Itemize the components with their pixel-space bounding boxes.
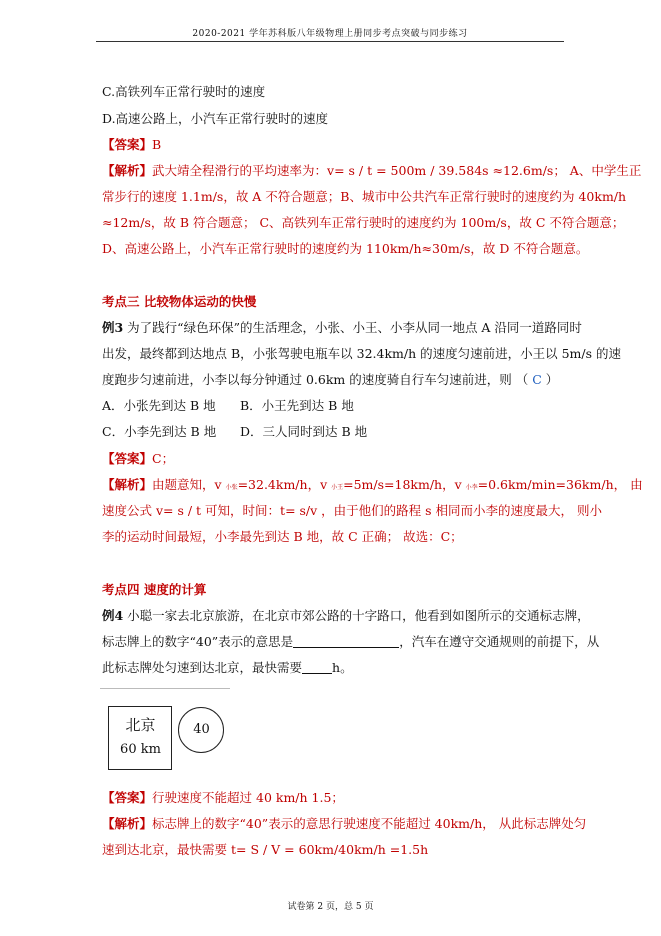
answer-value: C； <box>152 451 175 466</box>
answer-label: 【答案】 <box>102 451 153 466</box>
explanation-4-line-2: 速到达北京，最快需要 t= S / V = 60km/40km/h =1.5h <box>102 842 429 857</box>
answer-4 <box>102 790 344 806</box>
example-text: ，汽车在遵守交通规则的前提下，从 <box>399 634 600 649</box>
explanation-1-line-1 <box>102 163 641 179</box>
sign-city: 北京 <box>125 716 156 734</box>
example-4-line-2 <box>102 634 599 650</box>
answer-1 <box>102 137 161 153</box>
example-3-line-2: 出发，最终都到达地点 B，小张驾驶电瓶车以 32.4km/h 的速度匀速前进，小王以 5m/s 的速 <box>102 346 622 361</box>
explanation-3-line-1 <box>102 477 643 496</box>
explanation-text: =32.4km/h，v <box>237 477 332 492</box>
explanation-3-line-2: 速度公式 v= s / t 可知，时间：t= s/v ，由于他们的路程 s 相同而小李的速度最大， 则小 <box>102 503 603 518</box>
example-text: 为了践行“绿色环保”的生活理念，小张、小王、小李从同一地点 A 沿同一道路同时 <box>123 320 582 335</box>
explanation-text: =5m/s=18km/h，v <box>343 477 466 492</box>
example-4-line-3 <box>102 660 353 676</box>
section-title-3: 考点三 比较物体运动的快慢 <box>102 294 257 309</box>
sign-distance: 60 km <box>120 742 161 757</box>
explanation-label: 【解析】 <box>102 477 153 492</box>
example-label: 例4 <box>102 608 124 623</box>
sign-mount-line <box>100 688 230 689</box>
explanation-1-line-2: 常步行的速度 1.1m/s，故 A 不符合题意；B、城市中公共汽车正常行驶时的速度约为 40km/h <box>102 189 627 204</box>
example-text: ） <box>541 372 559 387</box>
example-text: 此标志牌处匀速到达北京，最快需要 <box>102 660 303 675</box>
example-label: 例3 <box>102 320 124 335</box>
example-text: 小聪一家去北京旅游，在北京市郊公路的十字路口，他看到如图所示的交通标志牌， <box>123 608 590 623</box>
speed-limit-value: 40 <box>193 722 210 737</box>
subscript: 小张 <box>225 484 238 491</box>
answer-3 <box>102 451 174 467</box>
option-d: D.高速公路上，小汽车正常行驶时的速度 <box>102 111 329 126</box>
page-header: 2020-2021 学年苏科版八年级物理上册同步考点突破与同步练习 <box>192 29 468 39</box>
explanation-1-line-4: D、高速公路上，小汽车正常行驶时的速度约为 110km/h≈30m/s，故 D 不符合题意。 <box>102 241 589 256</box>
choice-d: D．三人同时到达 B 地 <box>240 424 368 439</box>
filled-answer: C <box>532 372 542 387</box>
section-title-4: 考点四 速度的计算 <box>102 582 207 597</box>
example-text: 标志牌上的数字“40”表示的意思是 <box>102 634 294 649</box>
choice-b: B．小王先到达 B 地 <box>240 398 354 413</box>
subscript: 小王 <box>331 484 344 491</box>
example-3-line-1 <box>102 320 582 336</box>
example-4-line-1 <box>102 608 590 624</box>
fill-blank[interactable] <box>302 661 332 674</box>
answer-label: 【答案】 <box>102 137 153 152</box>
explanation-text: 标志牌上的数字“40”表示的意思行驶速度不能超过 40km/h， 从此标志牌处匀 <box>152 816 587 831</box>
option-c: C.高铁列车正常行驶时的速度 <box>102 84 266 99</box>
choice-c: C．小李先到达 B 地 <box>102 424 217 439</box>
header-divider <box>96 41 564 42</box>
answer-label: 【答案】 <box>102 790 153 805</box>
explanation-text: =0.6km/min=36km/h， 由 <box>477 477 643 492</box>
explanation-label: 【解析】 <box>102 816 153 831</box>
explanation-3-line-3: 李的运动时间最短，小李最先到达 B 地，故 C 正确； 故选：C； <box>102 529 463 544</box>
explanation-4-line-1 <box>102 816 586 832</box>
explanation-label: 【解析】 <box>102 163 153 178</box>
example-text: h。 <box>332 660 353 675</box>
example-text: 度跑步匀速前进，小李以每分钟通过 0.6km 的速度骑自行车匀速前进，则 （ <box>102 372 533 387</box>
answer-value: B <box>152 137 162 152</box>
subscript: 小李 <box>465 484 478 491</box>
choice-a: A．小张先到达 B 地 <box>102 398 216 413</box>
answer-value: 行驶速度不能超过 40 km/h 1.5； <box>152 790 344 805</box>
example-3-line-3 <box>102 372 558 388</box>
explanation-text: 由题意知，v <box>152 477 226 492</box>
page-footer: 试卷第 2 页，总 5 页 <box>287 902 374 912</box>
fill-blank[interactable] <box>293 635 399 648</box>
explanation-text: 武大靖全程滑行的平均速率为：v= s / t = 500m / 39.584s ≈12.6m/s； A、中学生正 <box>152 163 642 178</box>
explanation-1-line-3: ≈12m/s，故 B 符合题意； C、高铁列车正常行驶时的速度约为 100m/s，故 C 不符合题意； <box>102 215 625 230</box>
